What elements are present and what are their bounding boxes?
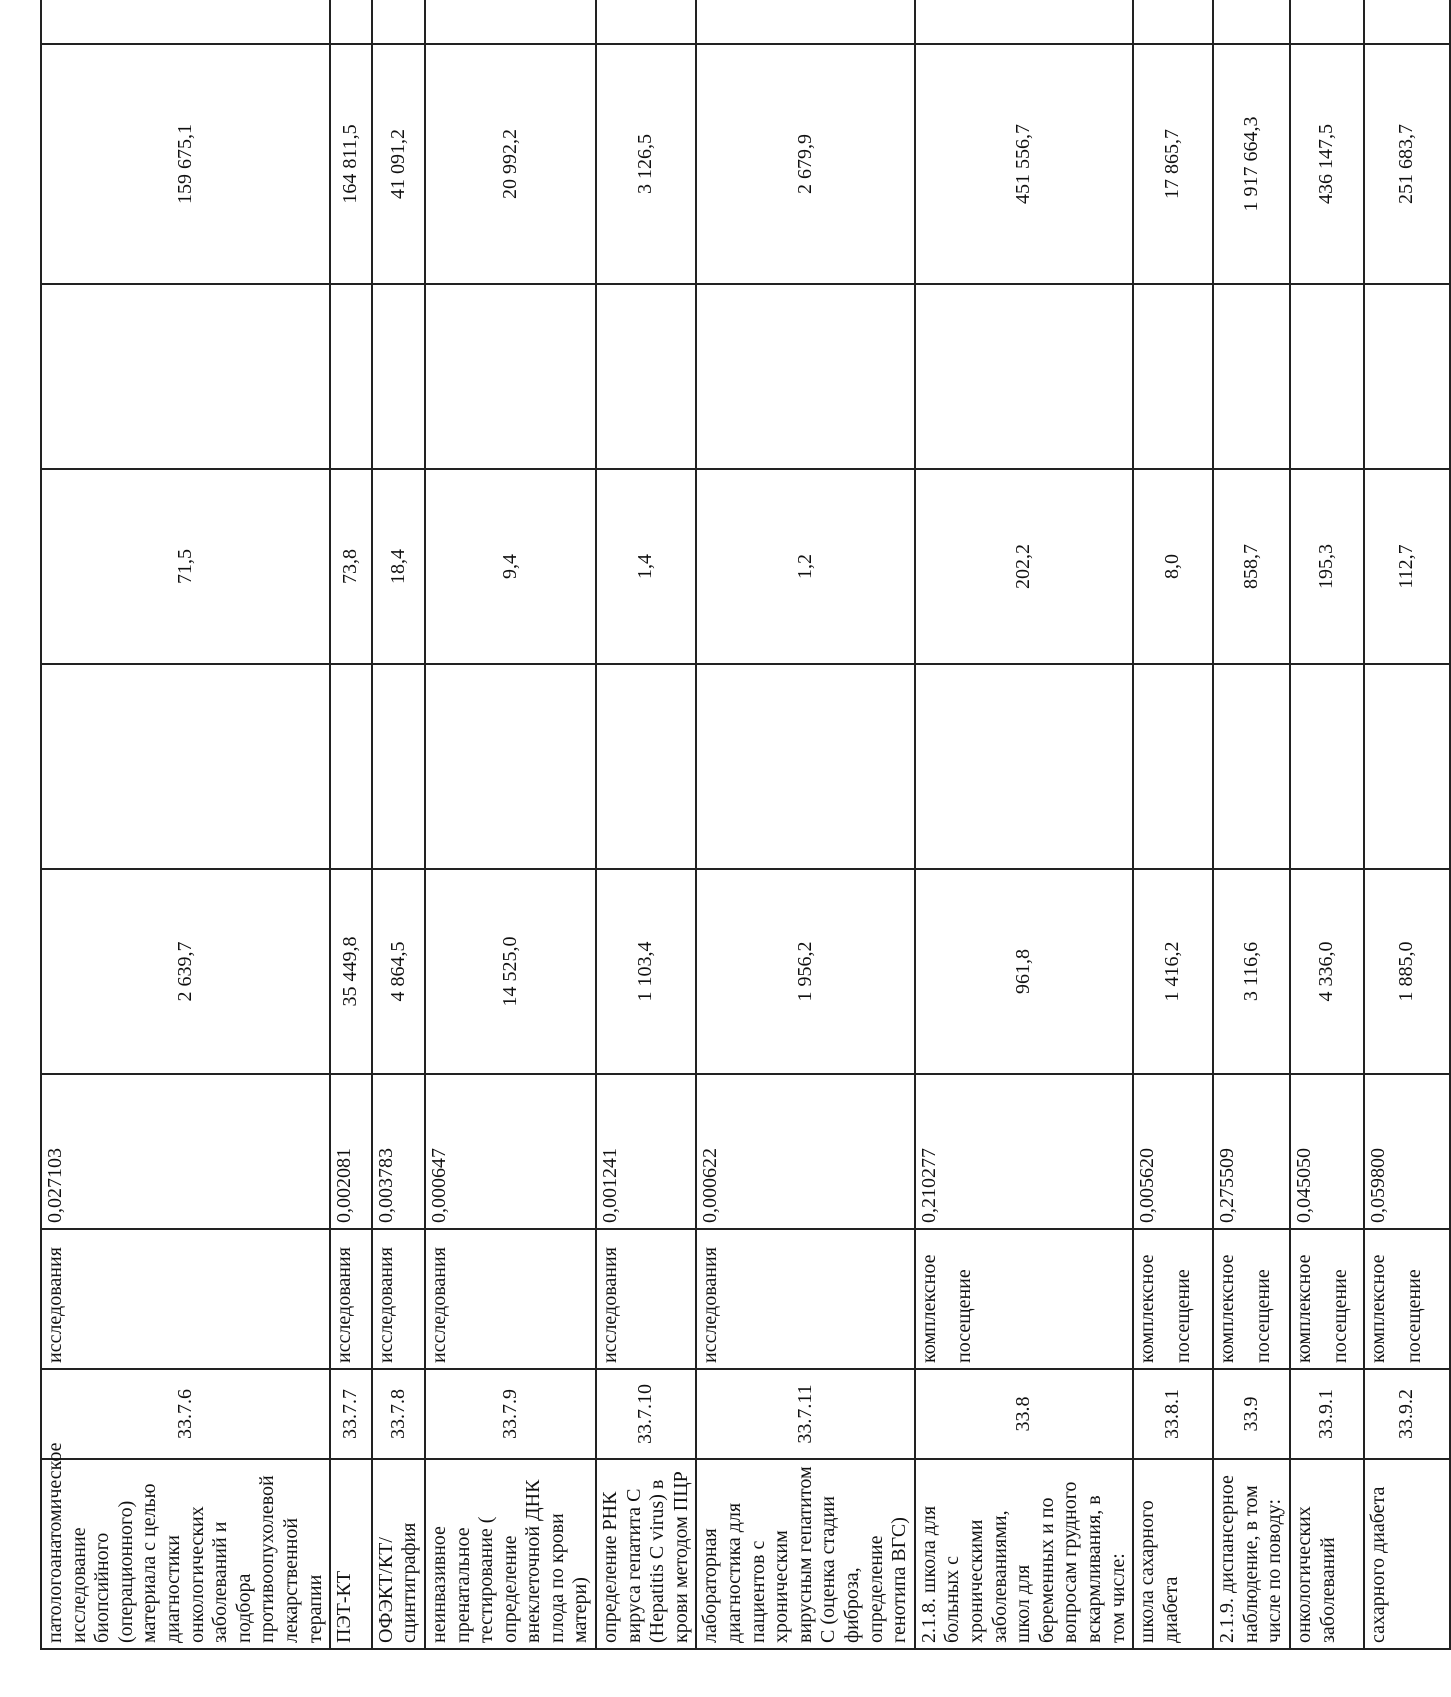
row-value-2	[425, 664, 596, 869]
row-value-4	[1133, 284, 1213, 469]
row-unit-line-1: комплексное	[1366, 1254, 1389, 1363]
row-unit-line-1: комплексное	[1136, 1254, 1159, 1363]
table-row	[1290, 0, 1364, 1649]
row-code: 33.7.11	[696, 1369, 914, 1459]
row-value-1: 1 885,0	[1364, 869, 1450, 1074]
row-value-5: 20 992,2	[425, 44, 596, 284]
row-unit	[372, 1229, 425, 1369]
row-unit	[1364, 1229, 1450, 1369]
row-mark	[1213, 0, 1290, 44]
row-code: 33.7.7	[330, 1369, 372, 1459]
row-norm: 0,002081	[330, 1074, 372, 1229]
row-name: сахарного диабета	[1364, 1459, 1450, 1649]
row-value-4	[41, 284, 330, 469]
row-value-1: 1 103,4	[596, 869, 696, 1074]
row-norm: 0,027103	[41, 1074, 330, 1229]
table-row	[1213, 0, 1290, 1649]
row-code: 33.8.1	[1133, 1369, 1213, 1459]
row-name: школа сахарного диабета	[1133, 1459, 1213, 1649]
table-row	[1133, 0, 1213, 1649]
row-value-3: 73,8	[330, 469, 372, 664]
row-value-1: 1 956,2	[696, 869, 914, 1074]
row-value-3: 112,7	[1364, 469, 1450, 664]
table-row	[41, 0, 330, 1649]
row-value-1: 35 449,8	[330, 869, 372, 1074]
row-code: 33.9.1	[1290, 1369, 1364, 1459]
row-unit	[1213, 1229, 1290, 1369]
row-value-4	[915, 284, 1133, 469]
row-value-1: 2 639,7	[41, 869, 330, 1074]
row-value-1: 14 525,0	[425, 869, 596, 1074]
row-value-1: 3 116,6	[1213, 869, 1290, 1074]
row-value-2	[1364, 664, 1450, 869]
row-value-3: 858,7	[1213, 469, 1290, 664]
row-name: 2.1.8. школа для больных с хроническими заболеваниями, школ для беременных и по вопросам грудного вскармливания, в том числе:	[915, 1459, 1133, 1649]
row-code: 33.8	[915, 1369, 1133, 1459]
row-value-5: 251 683,7	[1364, 44, 1450, 284]
row-value-2	[330, 664, 372, 869]
row-name: ПЭТ-КТ	[330, 1459, 372, 1649]
row-unit-line-1: исследования	[333, 1247, 356, 1363]
row-norm: 0,045050	[1290, 1074, 1364, 1229]
table-row	[915, 0, 1133, 1649]
row-unit-line-1: комплексное	[1292, 1254, 1315, 1363]
row-value-5: 164 811,5	[330, 44, 372, 284]
row-value-1: 961,8	[915, 869, 1133, 1074]
row-value-4	[596, 284, 696, 469]
row-name: лабораторная диагностика для пациентов с хроническим вирусным гепатитом С (оценка стадии фиброза, определение генотипа ВГС)	[696, 1459, 914, 1649]
row-unit-line-1: исследования	[427, 1247, 450, 1363]
row-value-2	[1133, 664, 1213, 869]
rotated-page	[40, 50, 1425, 1650]
row-value-3: 9,4	[425, 469, 596, 664]
row-value-2	[696, 664, 914, 869]
row-code: 33.9	[1213, 1369, 1290, 1459]
table-body	[41, 0, 1450, 1649]
row-value-3: 18,4	[372, 469, 425, 664]
row-value-5: 1 917 664,3	[1213, 44, 1290, 284]
row-value-5: 451 556,7	[915, 44, 1133, 284]
row-norm: 0,210277	[915, 1074, 1133, 1229]
row-mark	[596, 0, 696, 44]
row-value-5: 436 147,5	[1290, 44, 1364, 284]
row-mark	[1364, 0, 1450, 44]
row-unit-line-2: посещение	[1402, 1269, 1425, 1363]
row-code: 33.7.10	[596, 1369, 696, 1459]
row-value-2	[1213, 664, 1290, 869]
row-value-3: 1,4	[596, 469, 696, 664]
row-value-4	[330, 284, 372, 469]
row-norm: 0,003783	[372, 1074, 425, 1229]
row-unit	[330, 1229, 372, 1369]
row-value-5: 2 679,9	[696, 44, 914, 284]
row-unit	[1133, 1229, 1213, 1369]
row-value-4	[1290, 284, 1364, 469]
row-value-4	[372, 284, 425, 469]
row-unit-line-1: исследования	[599, 1247, 622, 1363]
table-row	[696, 0, 914, 1649]
row-value-2	[915, 664, 1133, 869]
row-unit-line-1: исследования	[699, 1247, 722, 1363]
row-unit-line-1: исследования	[374, 1247, 397, 1363]
row-value-2	[1290, 664, 1364, 869]
row-name: ОФЭКТ/КТ/сцинтиграфия	[372, 1459, 425, 1649]
row-value-2	[372, 664, 425, 869]
row-unit-line-2: посещение	[1251, 1269, 1274, 1363]
row-value-4	[1364, 284, 1450, 469]
row-name: 2.1.9. диспансерное наблюдение, в том числе по поводу:	[1213, 1459, 1290, 1649]
table-row	[372, 0, 425, 1649]
table-row	[1364, 0, 1450, 1649]
row-value-1: 4 864,5	[372, 869, 425, 1074]
row-value-5: 3 126,5	[596, 44, 696, 284]
row-mark	[425, 0, 596, 44]
row-value-3: 1,2	[696, 469, 914, 664]
row-mark	[330, 0, 372, 44]
row-code: 33.9.2	[1364, 1369, 1450, 1459]
row-norm: 0,275509	[1213, 1074, 1290, 1229]
row-value-3: 71,5	[41, 469, 330, 664]
row-name: онкологических заболеваний	[1290, 1459, 1364, 1649]
row-name: патологоанатомическое исследование биопсийного (операционного) материала с целью диагностики онкологических заболеваний и подбора противоопухолевой лекарственной терапии	[41, 1459, 330, 1649]
row-unit-line-1: комплексное	[917, 1254, 940, 1363]
row-value-4	[425, 284, 596, 469]
row-mark	[372, 0, 425, 44]
row-value-5: 159 675,1	[41, 44, 330, 284]
row-norm: 0,000622	[696, 1074, 914, 1229]
row-value-5: 41 091,2	[372, 44, 425, 284]
row-unit-line-2: посещение	[1328, 1269, 1351, 1363]
row-value-1: 1 416,2	[1133, 869, 1213, 1074]
row-value-3: 195,3	[1290, 469, 1364, 664]
row-mark	[1133, 0, 1213, 44]
row-norm: 0,000647	[425, 1074, 596, 1229]
row-mark	[915, 0, 1133, 44]
row-name: определение РНК вируса гепатита С (Hepatitis C virus) в крови методом ПЦР	[596, 1459, 696, 1649]
row-code: 33.7.9	[425, 1369, 596, 1459]
row-unit	[41, 1229, 330, 1369]
row-mark	[41, 0, 330, 44]
tariff-table	[40, 0, 1451, 1650]
row-unit-line-2: посещение	[953, 1269, 976, 1363]
row-name: неинвазивное пренатальное тестирование ( определение внеклеточной ДНК плода по крови матери)	[425, 1459, 596, 1649]
table-row	[425, 0, 596, 1649]
table-row	[596, 0, 696, 1649]
row-unit	[425, 1229, 596, 1369]
row-unit	[1290, 1229, 1364, 1369]
row-code: 33.7.8	[372, 1369, 425, 1459]
row-value-4	[1213, 284, 1290, 469]
row-mark	[696, 0, 914, 44]
row-unit-line-2: посещение	[1171, 1269, 1194, 1363]
row-value-1: 4 336,0	[1290, 869, 1364, 1074]
row-value-3: 202,2	[915, 469, 1133, 664]
row-value-2	[596, 664, 696, 869]
row-unit	[696, 1229, 914, 1369]
row-mark	[1290, 0, 1364, 44]
row-value-5: 17 865,7	[1133, 44, 1213, 284]
row-norm: 0,005620	[1133, 1074, 1213, 1229]
row-value-4	[696, 284, 914, 469]
table-row	[330, 0, 372, 1649]
row-unit	[596, 1229, 696, 1369]
row-code: 33.7.6	[41, 1369, 330, 1459]
row-unit-line-1: исследования	[44, 1247, 66, 1363]
row-value-2	[41, 664, 330, 869]
row-unit	[915, 1229, 1133, 1369]
row-unit-line-1: комплексное	[1216, 1254, 1239, 1363]
row-norm: 0,059800	[1364, 1074, 1450, 1229]
row-value-3: 8,0	[1133, 469, 1213, 664]
row-norm: 0,001241	[596, 1074, 696, 1229]
